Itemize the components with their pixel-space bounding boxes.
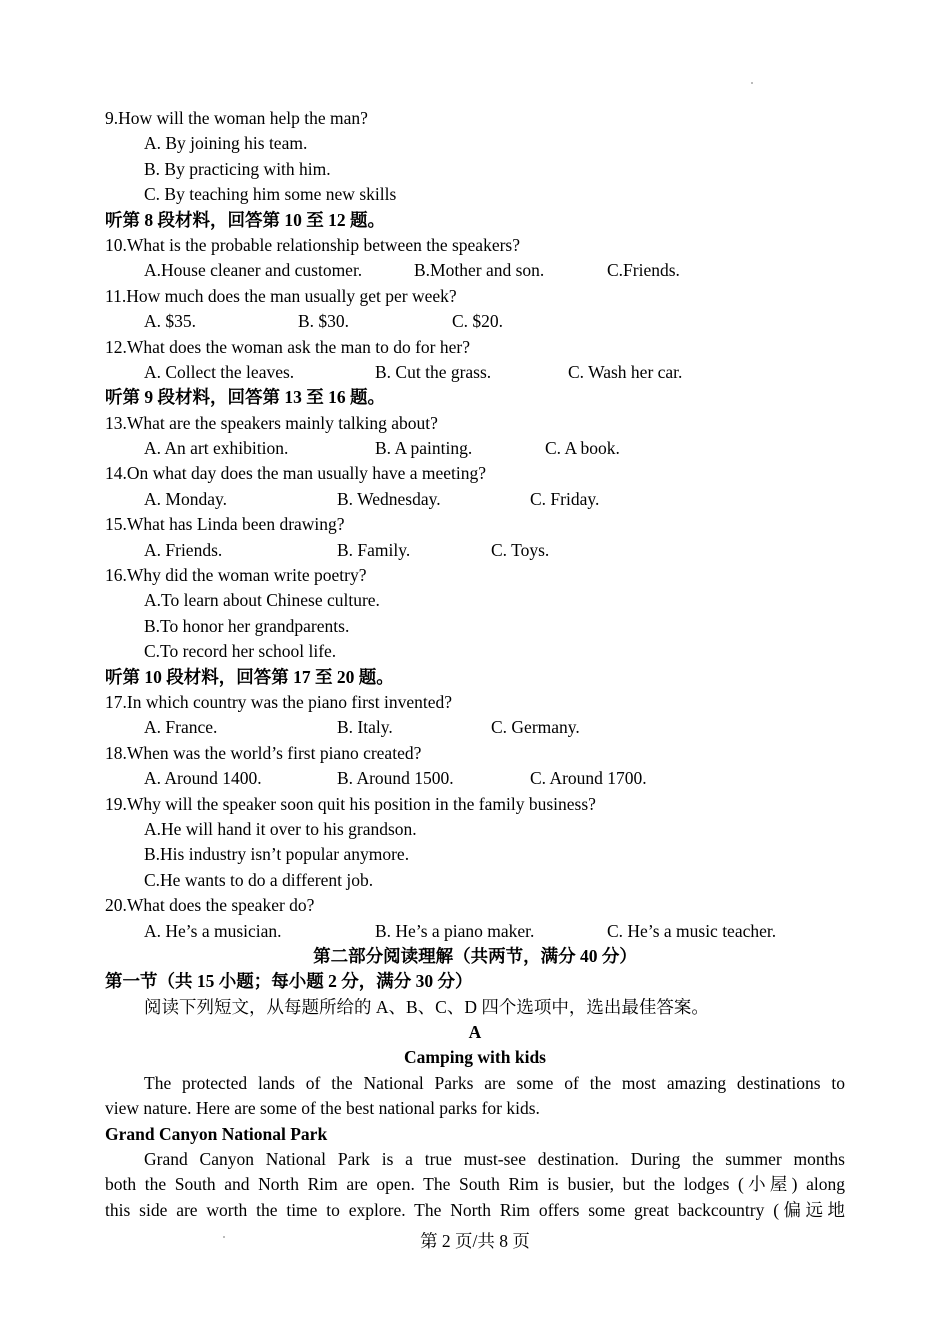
option-b: B.Mother and son.: [414, 260, 545, 281]
option-a: A. Monday.: [144, 488, 227, 509]
option-c: C. Friday.: [530, 488, 600, 509]
option-c: C.Friends.: [607, 260, 680, 281]
instruction: 阅读下列短文，从每题所给的 A、B、C、D 四个选项中，选出最佳答案。: [144, 996, 709, 1017]
option-a: A. Collect the leaves.: [144, 361, 295, 382]
option-c: C. By teaching him some new skills: [144, 184, 397, 205]
option-b: B. Italy.: [337, 717, 393, 738]
option-b: B. Around 1500.: [337, 768, 454, 789]
section-heading: 听第 8 段材料，回答第 10 至 12 题。: [105, 209, 385, 230]
option-a: A. Around 1400.: [144, 768, 262, 789]
option-b: B. A painting.: [375, 438, 473, 459]
question-stem: 10.What is the probable relationship between the speakers?: [105, 234, 520, 255]
option-c: C. Toys.: [491, 539, 550, 560]
option-b: B.His industry isn’t popular anymore.: [144, 844, 410, 865]
option-c: C. $20.: [452, 311, 504, 332]
option-b: B.To honor her grandparents.: [144, 615, 350, 636]
question-stem: 17.In which country was the piano first invented?: [105, 691, 452, 712]
option-b: B. $30.: [298, 311, 350, 332]
page-number: 第 2 页/共 8 页: [420, 1231, 530, 1251]
option-c: C. Around 1700.: [530, 768, 647, 789]
question-stem: 20.What does the speaker do?: [105, 895, 315, 916]
option-a: A. Friends.: [144, 539, 223, 560]
question-stem: 19.Why will the speaker soon quit his position in the family business?: [105, 793, 596, 814]
options-row: [105, 919, 845, 944]
question-stem: 16.Why did the woman write poetry?: [105, 565, 367, 586]
question-stem: 9.How will the woman help the man?: [105, 108, 368, 128]
option-a: A. $35.: [144, 311, 197, 332]
option-a: A.House cleaner and customer.: [144, 260, 363, 281]
options-row: [105, 309, 845, 334]
passage-text: view nature. Here are some of the best national parks for kids.: [105, 1098, 540, 1119]
option-a: A. An art exhibition.: [144, 438, 289, 459]
option-c: C. Wash her car.: [568, 361, 683, 382]
option-c: C.To record her school life.: [144, 641, 337, 662]
passage-text: both the South and North Rim are open. The South Rim is busier, but the lodges (小屋) along: [105, 1174, 845, 1195]
option-a: A. By joining his team.: [144, 133, 308, 154]
option-a: A. France.: [144, 717, 218, 738]
options-row: [105, 715, 845, 740]
passage-title: Camping with kids: [404, 1047, 546, 1068]
section-title: 第一节（共 15 小题；每小题 2 分，满分 30 分）: [105, 971, 473, 992]
options-row: [105, 487, 845, 512]
question-stem: 11.How much does the man usually get per week?: [105, 285, 457, 306]
question-stem: 15.What has Linda been drawing?: [105, 514, 345, 535]
option-b: B. By practicing with him.: [144, 158, 331, 179]
option-b: B. Cut the grass.: [375, 361, 492, 382]
option-c: C.He wants to do a different job.: [144, 869, 374, 890]
passage-letter: A: [468, 1022, 482, 1043]
option-a: A.He will hand it over to his grandson.: [144, 818, 417, 839]
options-row: [105, 436, 845, 461]
option-b: B. Family.: [337, 539, 411, 560]
options-row: [105, 538, 845, 563]
scan-dot: [751, 82, 753, 84]
option-a: A. He’s a musician.: [144, 920, 282, 941]
question-stem: 18.When was the world’s first piano created?: [105, 742, 422, 763]
option-b: B. Wednesday.: [337, 488, 441, 509]
part-title: 第二部分阅读理解（共两节，满分 40 分）: [313, 945, 637, 966]
option-c: C. A book.: [545, 438, 620, 459]
passage-text: Grand Canyon National Park is a true must-see destination. During the summer months: [144, 1149, 845, 1170]
passage-text: The protected lands of the National Parks are some of the most amazing destinations to: [144, 1072, 845, 1093]
question-stem: 12.What does the woman ask the man to do for her?: [105, 336, 470, 357]
option-a: A.To learn about Chinese culture.: [144, 590, 380, 611]
options-row: [105, 258, 845, 283]
option-c: C. He’s a music teacher.: [607, 920, 777, 941]
options-row: [105, 360, 845, 385]
option-c: C. Germany.: [491, 717, 580, 738]
park-heading: Grand Canyon National Park: [105, 1123, 328, 1144]
passage-text: this side are worth the time to explore. The North Rim offers some great backcountry (偏远地: [105, 1199, 845, 1220]
question-stem: 14.On what day does the man usually have a meeting?: [105, 463, 487, 484]
options-row: [105, 766, 845, 791]
page-content: [105, 106, 845, 1223]
question-stem: 13.What are the speakers mainly talking about?: [105, 412, 438, 433]
option-b: B. He’s a piano maker.: [375, 920, 535, 941]
section-heading: 听第 9 段材料，回答第 13 至 16 题。: [105, 387, 385, 408]
section-heading: 听第 10 段材料，回答第 17 至 20 题。: [105, 666, 394, 687]
